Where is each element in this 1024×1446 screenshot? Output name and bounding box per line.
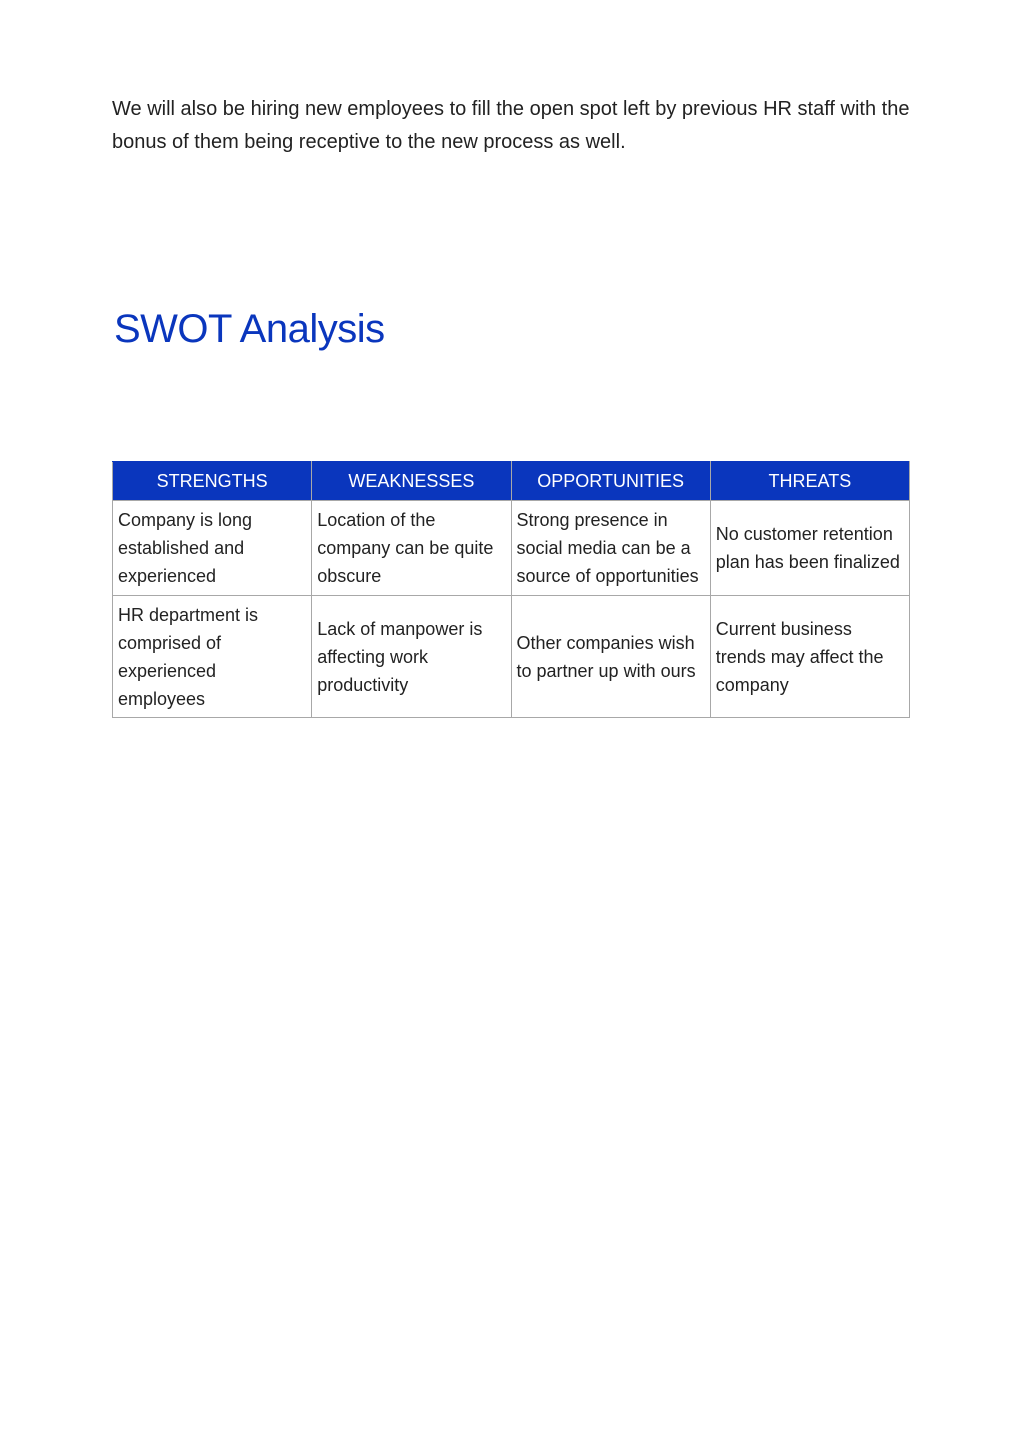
intro-paragraph: We will also be hiring new employees to fill the open spot left by previous HR staff with the bonus of them being receptive to the new process as well. — [112, 98, 910, 153]
table-cell: Strong presence in social media can be a source of opportunities — [511, 501, 710, 596]
table-cell: HR department is comprised of experienced employees — [113, 596, 312, 718]
header-opportunities: OPPORTUNITIES — [511, 462, 710, 501]
table-header-row — [113, 462, 910, 501]
section-title: SWOT Analysis — [114, 307, 385, 351]
table-row — [113, 596, 910, 718]
swot-table — [112, 461, 910, 718]
table-cell: Location of the company can be quite obscure — [312, 501, 511, 596]
table-cell: No customer retention plan has been finalized — [710, 501, 909, 596]
table-cell: Lack of manpower is affecting work productivity — [312, 596, 511, 718]
table-cell: Current business trends may affect the company — [710, 596, 909, 718]
header-weaknesses: WEAKNESSES — [312, 462, 511, 501]
table-cell: Other companies wish to partner up with ours — [511, 596, 710, 718]
table-cell: Company is long established and experienced — [113, 501, 312, 596]
header-strengths: STRENGTHS — [113, 462, 312, 501]
table-row — [113, 501, 910, 596]
header-threats: THREATS — [710, 462, 909, 501]
